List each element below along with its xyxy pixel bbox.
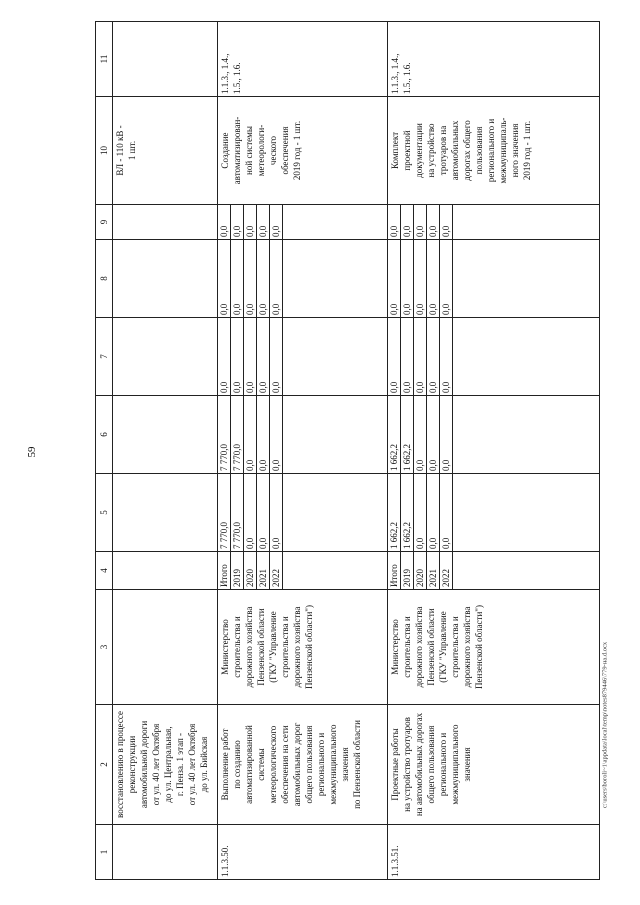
measure-name-cell — [113, 705, 218, 825]
executor-line: дорожного хозяйства — [292, 606, 302, 688]
col6-value: 1 662,2 — [388, 396, 401, 473]
col7-list — [218, 318, 283, 395]
col9-value: 0,0 — [257, 205, 270, 239]
col6-list — [218, 396, 283, 473]
col6-value: 0,0 — [440, 396, 453, 473]
col6-value: 0,0 — [270, 396, 283, 473]
executor-line: строительства и — [280, 616, 290, 678]
years-cell — [113, 552, 218, 590]
result-line: Создание — [220, 132, 230, 169]
measure-name-line: регионального и — [438, 732, 448, 797]
col5-value: 0,0 — [244, 474, 257, 551]
result-line: документации — [414, 123, 424, 178]
col6-value: 0,0 — [244, 396, 257, 473]
col8-value: 0,0 — [257, 240, 270, 317]
refs-line: 1.5., 1.6. — [402, 62, 412, 94]
measure-name-line: регионального и — [316, 732, 326, 797]
col7-value: 0,0 — [440, 318, 453, 395]
refs-line: 1.5., 1.6. — [232, 62, 242, 94]
col8-value: 0,0 — [244, 240, 257, 317]
col5-value: 0,0 — [257, 474, 270, 551]
measure-name-line: по созданию — [232, 740, 242, 789]
col7-value: 0,0 — [427, 318, 440, 395]
col5-value: 0,0 — [440, 474, 453, 551]
result-line: автомобильных — [450, 120, 460, 181]
result-line: проектной — [402, 130, 412, 171]
year-value: 2021 — [257, 552, 270, 589]
refs-line: 1.1.3., 1.4., — [220, 53, 230, 94]
col6-value: 0,0 — [414, 396, 427, 473]
result-line: пользования — [474, 126, 484, 175]
executor-line: Министерство — [220, 619, 230, 675]
col6-value: 0,0 — [257, 396, 270, 473]
result-line: дорогах общего — [462, 120, 472, 181]
col6-value: 0,0 — [427, 396, 440, 473]
footer-file-path: c:\users\boroli~1\appdata\local\temp\notes879446\779-на.d.ocx — [601, 641, 609, 809]
header-cell-10: 10 — [96, 97, 113, 205]
result-line: метеорологи- — [256, 124, 266, 177]
result-cell — [113, 97, 218, 205]
executor-line: Министерство — [390, 619, 400, 675]
col9-value: 0,0 — [414, 205, 427, 239]
executor-line: строительства и — [402, 616, 412, 678]
col9-value: 0,0 — [440, 205, 453, 239]
program-measures-table — [95, 21, 600, 880]
measure-name-line: г. Пенза. 1 этап - — [175, 732, 185, 797]
col5-value: 0,0 — [270, 474, 283, 551]
measure-name-cell — [388, 705, 600, 825]
measure-name-line: Проектные работы — [390, 728, 400, 801]
years-cell — [388, 552, 600, 590]
year-value: 2022 — [440, 552, 453, 589]
col9-value: 0,0 — [427, 205, 440, 239]
col7-value: 0,0 — [244, 318, 257, 395]
result-line: тротуаров на — [438, 125, 448, 176]
result-line: регионального и — [486, 118, 496, 183]
header-row — [96, 22, 113, 880]
measure-name-line: Выполнение работ — [220, 728, 230, 801]
measure-name-line: до ул. Бийская — [199, 736, 209, 793]
executor-line: дорожного хозяйства — [244, 606, 254, 688]
col9-value: 0,0 — [401, 205, 414, 239]
refs-cell — [388, 22, 600, 97]
header-cell-6: 6 — [96, 396, 113, 474]
result-line: ческого — [268, 135, 278, 166]
year-value: 2019 — [401, 552, 414, 589]
col9-cell — [388, 205, 600, 240]
measure-name-line: от ул. 40 лет Октября — [187, 723, 197, 806]
col9-cell — [218, 205, 388, 240]
executor-line: (ГКУ "Управление — [268, 611, 278, 683]
header-cell-8: 8 — [96, 240, 113, 318]
col9-value: 0,0 — [270, 205, 283, 239]
executor-line: Пензенской области — [256, 608, 266, 686]
refs-cell — [218, 22, 388, 97]
rotated-table-container — [95, 22, 598, 880]
header-cell-2: 2 — [96, 705, 113, 825]
col7-cell — [113, 318, 218, 396]
col6-cell — [388, 396, 600, 474]
year-value: 2020 — [244, 552, 257, 589]
executor-line: дорожного хозяйства — [414, 606, 424, 688]
col7-value: 0,0 — [231, 318, 244, 395]
page-number: 59 — [26, 446, 38, 458]
year-list — [218, 552, 283, 589]
year-value: 2019 — [231, 552, 244, 589]
year-list — [388, 552, 453, 589]
col8-value: 0,0 — [401, 240, 414, 317]
col9-value: 0,0 — [218, 205, 231, 239]
result-cell — [218, 97, 388, 205]
col5-value: 7 770,0 — [231, 474, 244, 551]
header-cell-1: 1 — [96, 825, 113, 880]
col7-cell — [218, 318, 388, 396]
col6-value: 1 662,2 — [401, 396, 414, 473]
col7-list — [388, 318, 453, 395]
table-row — [218, 22, 388, 880]
executor-cell — [113, 590, 218, 705]
col7-value: 0,0 — [270, 318, 283, 395]
col9-list — [218, 205, 283, 239]
measure-name-cell — [218, 705, 388, 825]
measure-name-line: обеспечения на сети — [280, 725, 290, 804]
table-sheet — [95, 22, 598, 880]
col8-value: 0,0 — [231, 240, 244, 317]
result-line: 2019 год - 1 шт. — [292, 120, 302, 181]
measure-name-line: метеорологического — [268, 725, 278, 804]
result-line: ного значения — [510, 123, 520, 178]
result-cell — [388, 97, 600, 205]
measure-name-line: до ул. Центральная, — [163, 726, 173, 803]
measure-name-line: на автомобильных дорогах — [414, 712, 424, 817]
col6-cell — [113, 396, 218, 474]
col6-cell — [218, 396, 388, 474]
result-line: 1 шт. — [127, 140, 137, 161]
year-value: 2021 — [427, 552, 440, 589]
col5-cell — [113, 474, 218, 552]
year-value: Итого — [388, 552, 401, 589]
refs-line: 1.1.3., 1.4., — [390, 53, 400, 94]
col5-list — [388, 474, 453, 551]
measure-name-line: значения — [462, 747, 472, 782]
measure-name-line: восстановлению в процессе — [115, 711, 125, 818]
header-cell-4: 4 — [96, 552, 113, 590]
col6-value: 7 770,0 — [231, 396, 244, 473]
executor-line: (ГКУ "Управление — [438, 611, 448, 683]
table-row — [113, 22, 218, 880]
col7-value: 0,0 — [257, 318, 270, 395]
executor-line: строительства и — [450, 616, 460, 678]
measure-name-line: по Пензенской области — [352, 720, 362, 809]
refs-cell — [113, 22, 218, 97]
executor-line: строительства и — [232, 616, 242, 678]
col5-value: 0,0 — [414, 474, 427, 551]
executor-line: дорожного хозяйства — [462, 606, 472, 688]
measure-name-line: автомобильных дорог — [292, 722, 302, 807]
executor-cell — [218, 590, 388, 705]
row-number-cell — [113, 825, 218, 880]
col9-value: 0,0 — [388, 205, 401, 239]
col8-list — [388, 240, 453, 317]
measure-name-line: значения — [340, 747, 350, 782]
col8-value: 0,0 — [270, 240, 283, 317]
header-cell-3: 3 — [96, 590, 113, 705]
measure-name-line: межмуниципального — [450, 724, 460, 805]
col8-value: 0,0 — [388, 240, 401, 317]
col6-value: 7 770,0 — [218, 396, 231, 473]
col8-value: 0,0 — [427, 240, 440, 317]
col7-cell — [388, 318, 600, 396]
col7-value: 0,0 — [388, 318, 401, 395]
header-cell-7: 7 — [96, 318, 113, 396]
col7-value: 0,0 — [401, 318, 414, 395]
year-value: 2022 — [270, 552, 283, 589]
result-line: автоматизирован- — [232, 116, 242, 185]
col8-value: 0,0 — [440, 240, 453, 317]
row-number-cell: 1.1.3.51. — [388, 825, 600, 880]
col9-cell — [113, 205, 218, 240]
measure-name-line: межмуниципального — [328, 724, 338, 805]
col8-cell — [388, 240, 600, 318]
col7-value: 0,0 — [218, 318, 231, 395]
col9-list — [388, 205, 453, 239]
col5-list — [218, 474, 283, 551]
col5-value: 0,0 — [427, 474, 440, 551]
measure-name-line: от ул. 40 лет Октября — [151, 723, 161, 806]
table-row — [388, 22, 600, 880]
executor-line: Пензенской области") — [304, 605, 314, 689]
col5-value: 1 662,2 — [388, 474, 401, 551]
col5-value: 1 662,2 — [401, 474, 414, 551]
col5-cell — [218, 474, 388, 552]
measure-name-line: системы — [256, 748, 266, 781]
measure-name-line: общего пользования — [304, 725, 314, 804]
result-line: на устройство — [426, 123, 436, 178]
header-cell-11: 11 — [96, 22, 113, 97]
col9-value: 0,0 — [231, 205, 244, 239]
col7-value: 0,0 — [414, 318, 427, 395]
table-body — [113, 22, 600, 880]
col8-list — [218, 240, 283, 317]
col8-value: 0,0 — [414, 240, 427, 317]
years-cell — [218, 552, 388, 590]
col8-value: 0,0 — [218, 240, 231, 317]
col9-value: 0,0 — [244, 205, 257, 239]
header-cell-9: 9 — [96, 205, 113, 240]
measure-name-line: общего пользования — [426, 725, 436, 804]
result-line: ной системы — [244, 126, 254, 175]
result-line: ВЛ - 110 кВ - — [115, 125, 125, 176]
executor-cell — [388, 590, 600, 705]
measure-name-line: автоматизированной — [244, 725, 254, 804]
col5-cell — [388, 474, 600, 552]
executor-line: Пензенской области") — [474, 605, 484, 689]
measure-name-line: реконструкции — [127, 735, 137, 794]
measure-name-line: на устройство тротуаров — [402, 717, 412, 812]
col5-value: 7 770,0 — [218, 474, 231, 551]
executor-line: Пензенской области — [426, 608, 436, 686]
result-line: 2019 год - 1 шт. — [522, 120, 532, 181]
result-line: обеспечения — [280, 126, 290, 175]
row-number-cell: 1.1.3.50. — [218, 825, 388, 880]
col8-cell — [218, 240, 388, 318]
header-cell-5: 5 — [96, 474, 113, 552]
result-line: Комплект — [390, 131, 400, 170]
col8-cell — [113, 240, 218, 318]
result-line: межмуниципаль- — [498, 117, 508, 184]
year-value: Итого — [218, 552, 231, 589]
year-value: 2020 — [414, 552, 427, 589]
col6-list — [388, 396, 453, 473]
measure-name-line: автомобильной дороги — [139, 720, 149, 809]
